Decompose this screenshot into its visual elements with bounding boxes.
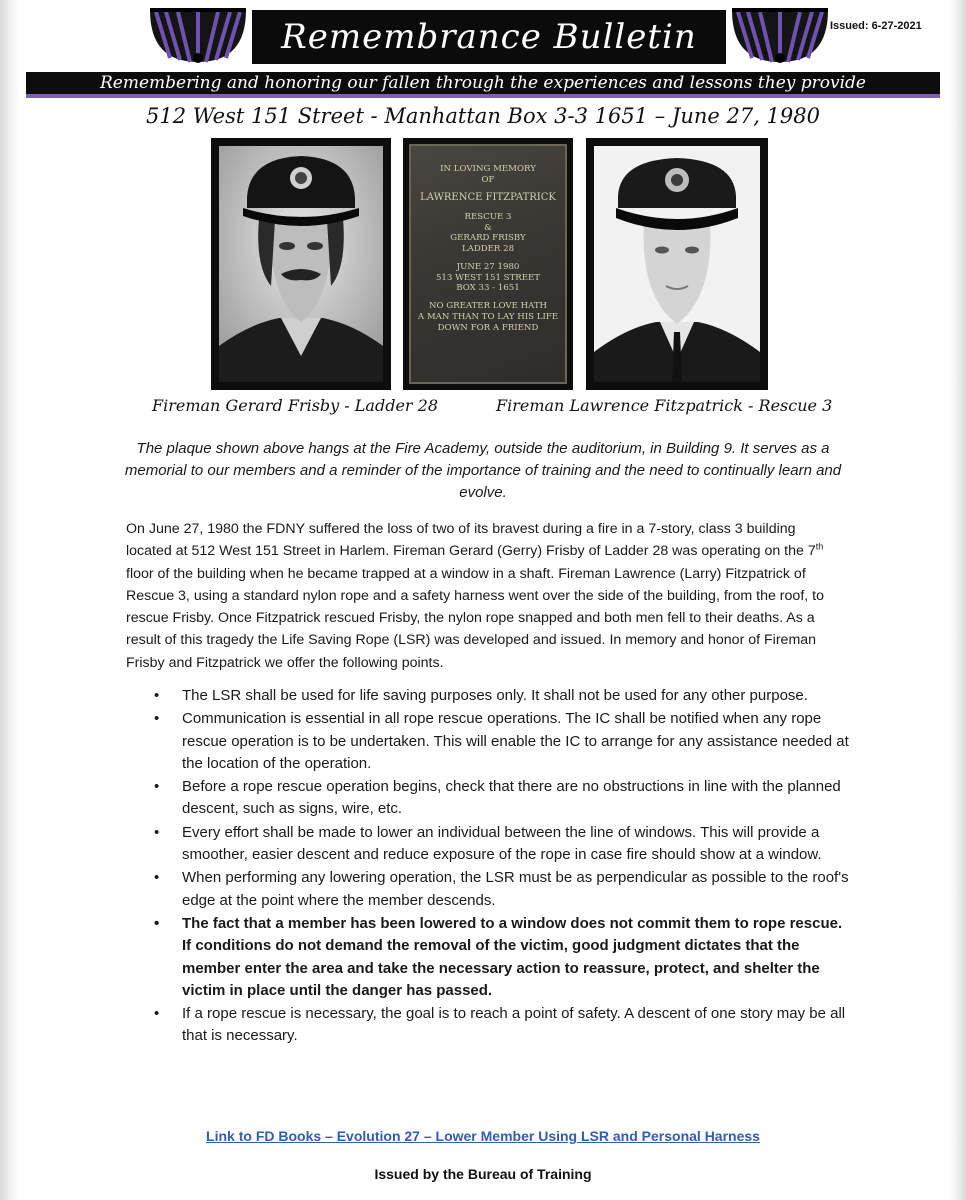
list-item — [150, 913, 850, 1002]
incident-address: 512 West 151 Street - Manhattan Box 3-3 1651 – June 27, 1980 — [146, 104, 820, 128]
plaque-line: GERARD FRISBY — [450, 233, 526, 244]
bullet-icon: • — [154, 869, 160, 887]
plaque-line: RESCUE 3 — [464, 211, 512, 222]
list-item-text: The fact that a member has been lowered to a window does not commit them to rope rescue. If conditions do not demand the removal of the victim, good judgment dictates that the member enter the area and take the necessary action to reassure, protect, and shelter the victim in place until the danger has passed. — [182, 914, 843, 999]
bullet-icon: • — [154, 710, 160, 728]
plaque-line: LADDER 28 — [461, 244, 515, 255]
list-item-text: When performing any lowering operation, the LSR must be as perpendicular as possible to the roof's edge at the point where the member descends. — [182, 869, 849, 909]
page-edge-left — [0, 0, 20, 1200]
plaque-line: A MAN THAN TO LAY HIS LIFE — [417, 311, 559, 322]
list-item — [150, 1003, 850, 1048]
list-item — [150, 822, 850, 867]
plaque-line: & — [484, 222, 492, 233]
page-edge-right — [948, 0, 966, 1200]
issuer-footer: Issued by the Bureau of Training — [374, 1166, 592, 1182]
narrative-part-1: On June 27, 1980 the FDNY suffered the loss of two of its bravest during a fire in a 7-story, class 3 building located at 512 West 151 Street in Harlem. Fireman Gerard (Gerry) Frisby of Ladder 28 was operating on the 7 — [126, 521, 816, 560]
portrait-fitzpatrick — [586, 138, 768, 390]
plaque-line: 513 WEST 151 STREET — [435, 272, 541, 283]
list-item — [150, 708, 850, 775]
list-item-text: Communication is essential in all rope rescue operations. The IC shall be notified when any rope rescue operation is to be undertaken. This will enable the IC to arrange for any assistance needed at the location of the operation. — [182, 710, 849, 772]
plaque-line: DOWN FOR A FRIEND — [437, 322, 539, 333]
mourning-bunting-right-icon — [730, 8, 830, 64]
bulletin-title: Remembrance Bulletin — [281, 17, 697, 57]
incident-narrative — [126, 518, 842, 674]
list-item — [150, 685, 850, 707]
plaque-description: The plaque shown above hangs at the Fire Academy, outside the auditorium, in Building 9. It serves as a memorial to our members and a reminder of the importance of training and the need to continually learn and evolve. — [124, 440, 842, 501]
list-item — [150, 867, 850, 912]
list-item-text: If a rope rescue is necessary, the goal is to reach a point of safety. A descent of one story may be all that is necessary. — [182, 1005, 846, 1045]
bullet-icon: • — [154, 778, 160, 796]
tagline-text: Remembering and honoring our fallen through the experiences and lessons they provide — [99, 73, 866, 93]
portrait-frisby — [211, 138, 391, 390]
ordinal-suffix: th — [815, 541, 824, 552]
portrait-fitzpatrick-image — [594, 146, 760, 382]
plaque-line: BOX 33 - 1651 — [456, 283, 520, 294]
narrative-part-2: floor of the building when he became trapped at a window in a shaft. Fireman Lawrence (Larry) Fitzpatrick of Rescue 3, using a standard nylon rope and a safety harness went over the side of the building, from the roof, to rescue Frisby. Once Fitzpatrick rescued Frisby, the nylon rope snapped and both men fell to their deaths. As a result of this tragedy the Life Saving Rope (LSR) was developed and issued. In memory and honor of Fireman Frisby and Fitzpatrick we offer the following points. — [126, 565, 824, 671]
caption-frisby: Fireman Gerard Frisby - Ladder 28 — [152, 396, 438, 415]
lessons-list — [150, 685, 850, 1049]
plaque-line: OF — [481, 174, 495, 185]
list-item — [150, 776, 850, 821]
mourning-bunting-left-icon — [148, 8, 248, 64]
plaque-line: LAWRENCE FITZPATRICK — [420, 192, 556, 204]
tagline-banner — [26, 72, 940, 98]
bullet-icon: • — [154, 914, 160, 932]
caption-fitzpatrick: Fireman Lawrence Fitzpatrick - Rescue 3 — [496, 396, 833, 415]
plaque-line: IN LOVING MEMORY — [440, 164, 536, 174]
memorial-plaque-frame — [403, 138, 573, 390]
memorial-plaque — [409, 144, 567, 384]
list-item-text: Before a rope rescue operation begins, check that there are no obstructions in line with the planned descent, such as signs, wire, etc. — [182, 778, 841, 818]
issued-date: Issued: 6-27-2021 — [830, 20, 922, 32]
fd-books-link[interactable]: Link to FD Books – Evolution 27 – Lower Member Using LSR and Personal Harness — [206, 1128, 760, 1144]
bullet-icon: • — [154, 823, 160, 841]
list-item-text: Every effort shall be made to lower an individual between the line of windows. This will provide a smoother, easier descent and reduce exposure of the rope in case fire should show at a window. — [182, 823, 822, 864]
title-box — [252, 10, 726, 64]
portrait-frisby-image — [219, 146, 383, 382]
plaque-line: JUNE 27 1980 — [456, 261, 520, 272]
plaque-line: NO GREATER LOVE HATH — [428, 301, 548, 312]
list-item-text: The LSR shall be used for life saving purposes only. It shall not be used for any other purpose. — [182, 687, 808, 704]
bullet-icon: • — [154, 1005, 160, 1023]
bullet-icon: • — [154, 687, 160, 704]
